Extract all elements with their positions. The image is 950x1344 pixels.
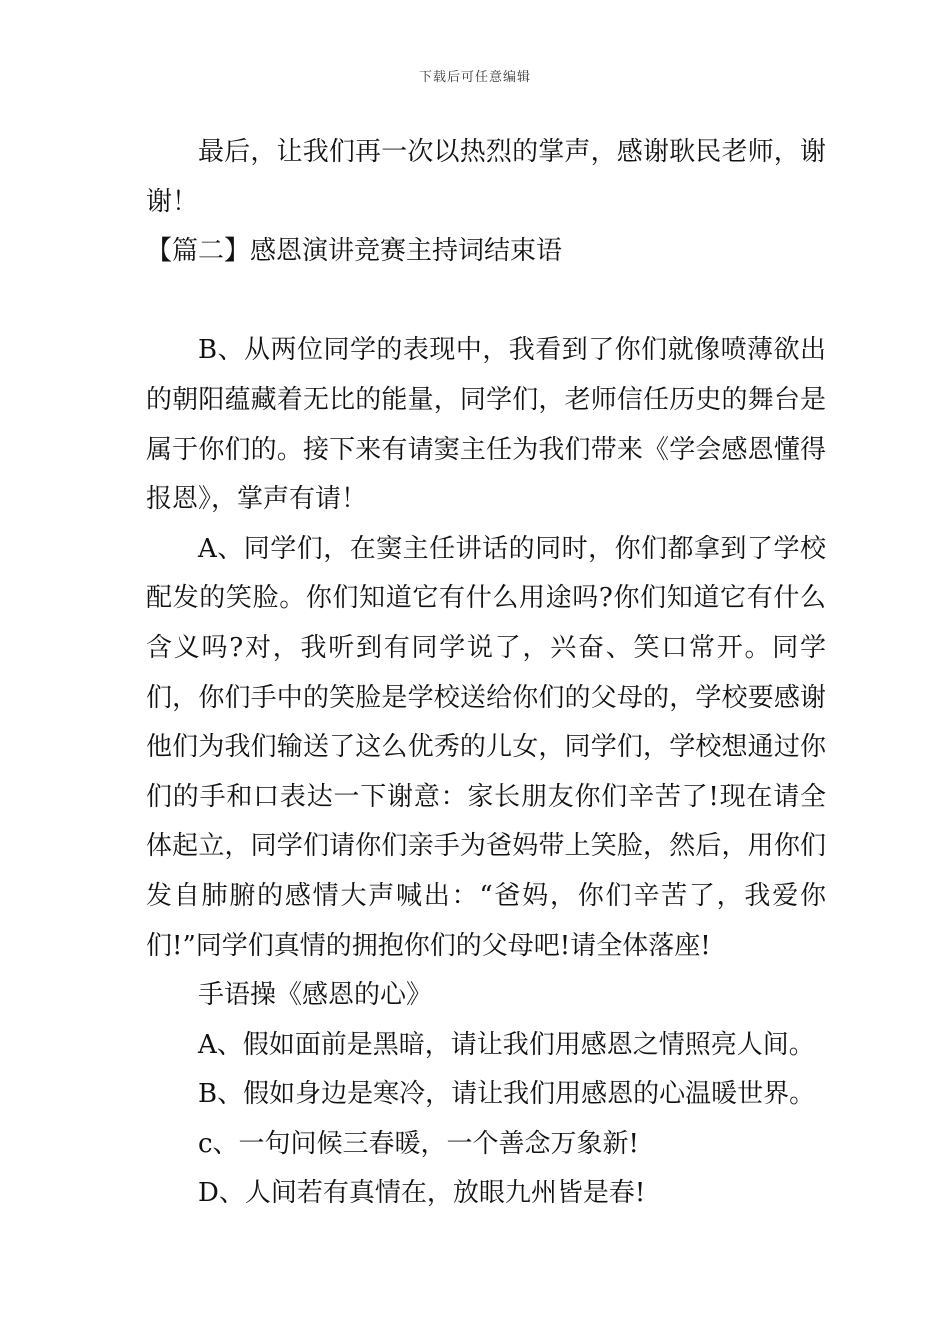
document-body (146, 128, 826, 1219)
section-title: 【篇二】感恩演讲竞赛主持词结束语 (146, 236, 563, 267)
line-d: D、人间若有真情在，放眼九州皆是春! (198, 1178, 646, 1209)
page-header: 下载后可任意编辑 (418, 70, 531, 85)
line-b: B、假如身边是寒冷，请让我们用感恩的心温暖世界。 (198, 1079, 816, 1110)
program-item: 手语操《感恩的心》 (198, 980, 433, 1011)
closing-paragraph: 最后，让我们再一次以热烈的掌声，感谢耿民老师，谢谢！ (146, 137, 826, 217)
line-c: c、一句问候三春暖，一个善念万象新! (198, 1128, 640, 1159)
blank-line (146, 277, 826, 327)
paragraph-b: B、从两位同学的表现中，我看到了你们就像喷薄欲出的朝阳蕴藏着无比的能量，同学们，老师信任历史的舞台是属于你们的。接下来有请窦主任为我们带来《学会感恩懂得报恩》，掌声有请！ (146, 335, 826, 515)
paragraph-a: A、同学们，在窦主任讲话的同时，你们都拿到了学校配发的笑脸。你们知道它有什么用途吗?你们知道它有什么含义吗?对，我听到有同学说了，兴奋、笑口常开。同学们，你们手中的笑脸是学校送给你们的父母的，学校要感谢他们为我们输送了这么优秀的儿女，同学们，学校想通过你们的手和口表达一下谢意：家长朋友你们辛苦了!现在请全体起立，同学们请你们亲手为爸妈带上笑脸，然后，用你们发自肺腑的感情大声喊出：“爸妈，你们辛苦了，我爱你们!”同学们真情的拥抱你们的父母吧!请全体落座! (146, 533, 826, 961)
line-a: A、假如面前是黑暗，请让我们用感恩之情照亮人间。 (198, 1029, 815, 1060)
